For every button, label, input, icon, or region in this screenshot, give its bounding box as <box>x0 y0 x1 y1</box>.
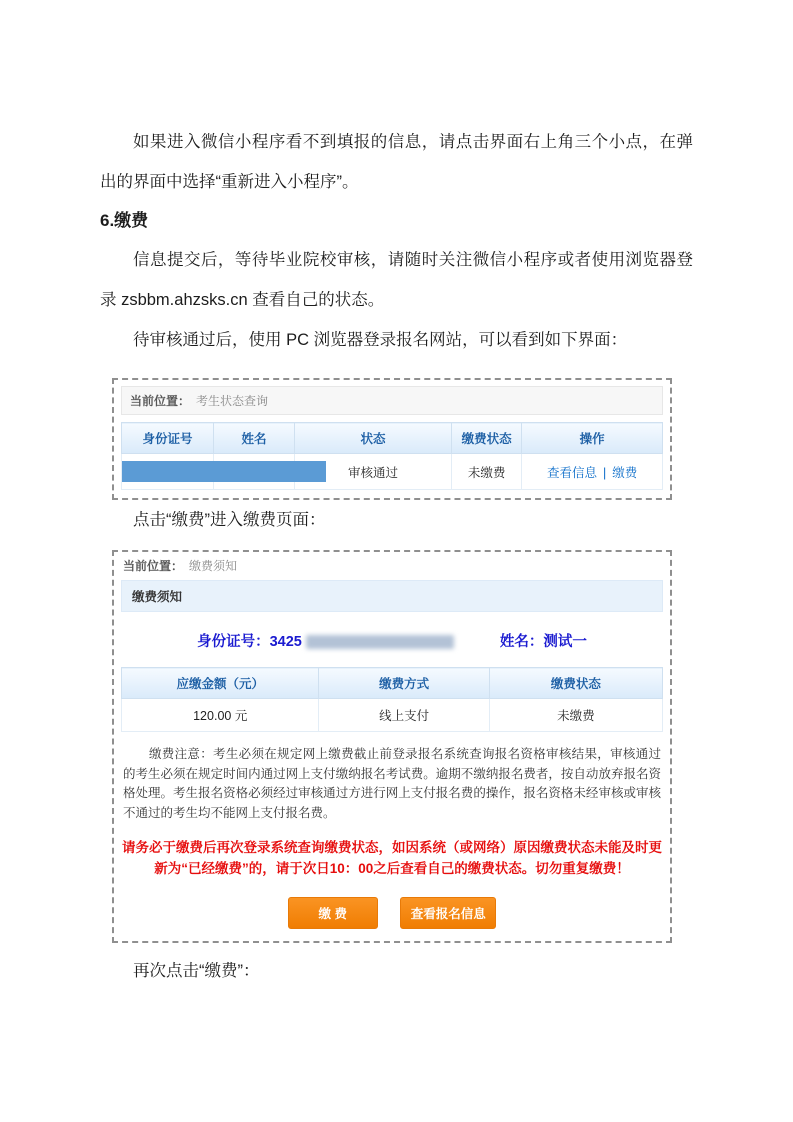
paragraph-wechat-tip: 如果进入微信小程序看不到填报的信息，请点击界面右上角三个小点，在弹出的界面中选择“重新进入小程序”。 <box>100 133 693 191</box>
pay-link[interactable]: 缴费 <box>612 465 638 480</box>
status-table-header-row <box>122 423 663 454</box>
column-header-status: 状态 <box>295 423 452 454</box>
column-header-actions: 操作 <box>522 423 663 454</box>
status-table <box>121 422 663 490</box>
column-header-payment-status: 缴费状态 <box>489 668 662 699</box>
paragraph-pc-browser: 待审核通过后，使用 PC 浏览器登录报名网站，可以看到如下界面： <box>133 331 628 349</box>
payment-notice-screenshot <box>112 550 672 943</box>
section-heading-pay-fee: 6.缴费 <box>100 211 149 230</box>
cell-actions <box>522 454 663 490</box>
cell-name <box>213 454 294 490</box>
id-prefix: 3425 <box>269 634 302 650</box>
view-registration-info-button[interactable]: 查看报名信息 <box>400 897 496 929</box>
breadcrumb <box>121 554 663 580</box>
name-value: 测试一 <box>543 634 587 650</box>
cell-method: 线上支付 <box>319 699 489 732</box>
payment-notice-text: 缴费注意：考生必须在规定网上缴费截止前登录报名系统查询报名资格审核结果，审核通过的考生必须在规定时间内通过网上支付缴纳报名考试费。逾期不缴纳报名费者，按自动放弃报名资格处理。考生报名资格必须经过审核通过方进行网上支付报名费的操作，报名资格未经审核或审核不通过的考生均不能网上支付报名费。 <box>123 747 661 820</box>
payment-notice-panel <box>121 580 663 929</box>
cell-amount: 120.00 元 <box>122 699 319 732</box>
breadcrumb-value: 缴费须知 <box>189 559 238 573</box>
column-header-method: 缴费方式 <box>319 668 489 699</box>
table-row <box>122 454 663 490</box>
pay-button[interactable]: 缴 费 <box>288 897 378 929</box>
payment-warning-text: 请务必于缴费后再次登录系统查询缴费状态，如因系统（或网络）原因缴费状态未能及时更新为“已经缴费”的，请于次日10：00之后查看自己的缴费状态。切勿重复缴费！ <box>122 840 662 876</box>
action-separator: | <box>603 465 607 480</box>
table-row <box>122 699 663 732</box>
view-info-link[interactable]: 查看信息 <box>547 465 598 480</box>
panel-title: 缴费须知 <box>121 580 663 612</box>
cell-status: 审核通过 <box>295 454 452 490</box>
column-header-amount: 应缴金额（元） <box>122 668 319 699</box>
cell-payment-status: 未缴费 <box>451 454 521 490</box>
payment-table <box>121 667 663 732</box>
identity-line <box>121 630 663 651</box>
paragraph-click-pay-again: 再次点击“缴费”： <box>133 962 260 980</box>
column-header-id: 身份证号 <box>122 423 214 454</box>
name-label: 姓名： <box>499 634 544 650</box>
status-query-screenshot <box>112 378 672 500</box>
redacted-name-value <box>214 461 326 482</box>
payment-table-header-row <box>122 668 663 699</box>
cell-id <box>122 454 214 490</box>
cell-payment-status: 未缴费 <box>489 699 662 732</box>
paragraph-review-status: 信息提交后，等待毕业院校审核，请随时关注微信小程序或者使用浏览器登录 zsbbm.ahzsks.cn 查看自己的状态。 <box>100 251 693 309</box>
breadcrumb-label: 当前位置： <box>130 394 191 408</box>
column-header-payment-status: 缴费状态 <box>451 423 521 454</box>
button-row <box>121 897 663 929</box>
column-header-name: 姓名 <box>213 423 294 454</box>
blurred-id-value <box>306 635 454 649</box>
id-label: 身份证号： <box>197 634 270 650</box>
paragraph-click-pay: 点击“缴费”进入缴费页面： <box>133 511 326 529</box>
breadcrumb-label: 当前位置： <box>123 559 184 573</box>
breadcrumb-value: 考生状态查询 <box>196 394 269 408</box>
breadcrumb <box>121 386 663 415</box>
